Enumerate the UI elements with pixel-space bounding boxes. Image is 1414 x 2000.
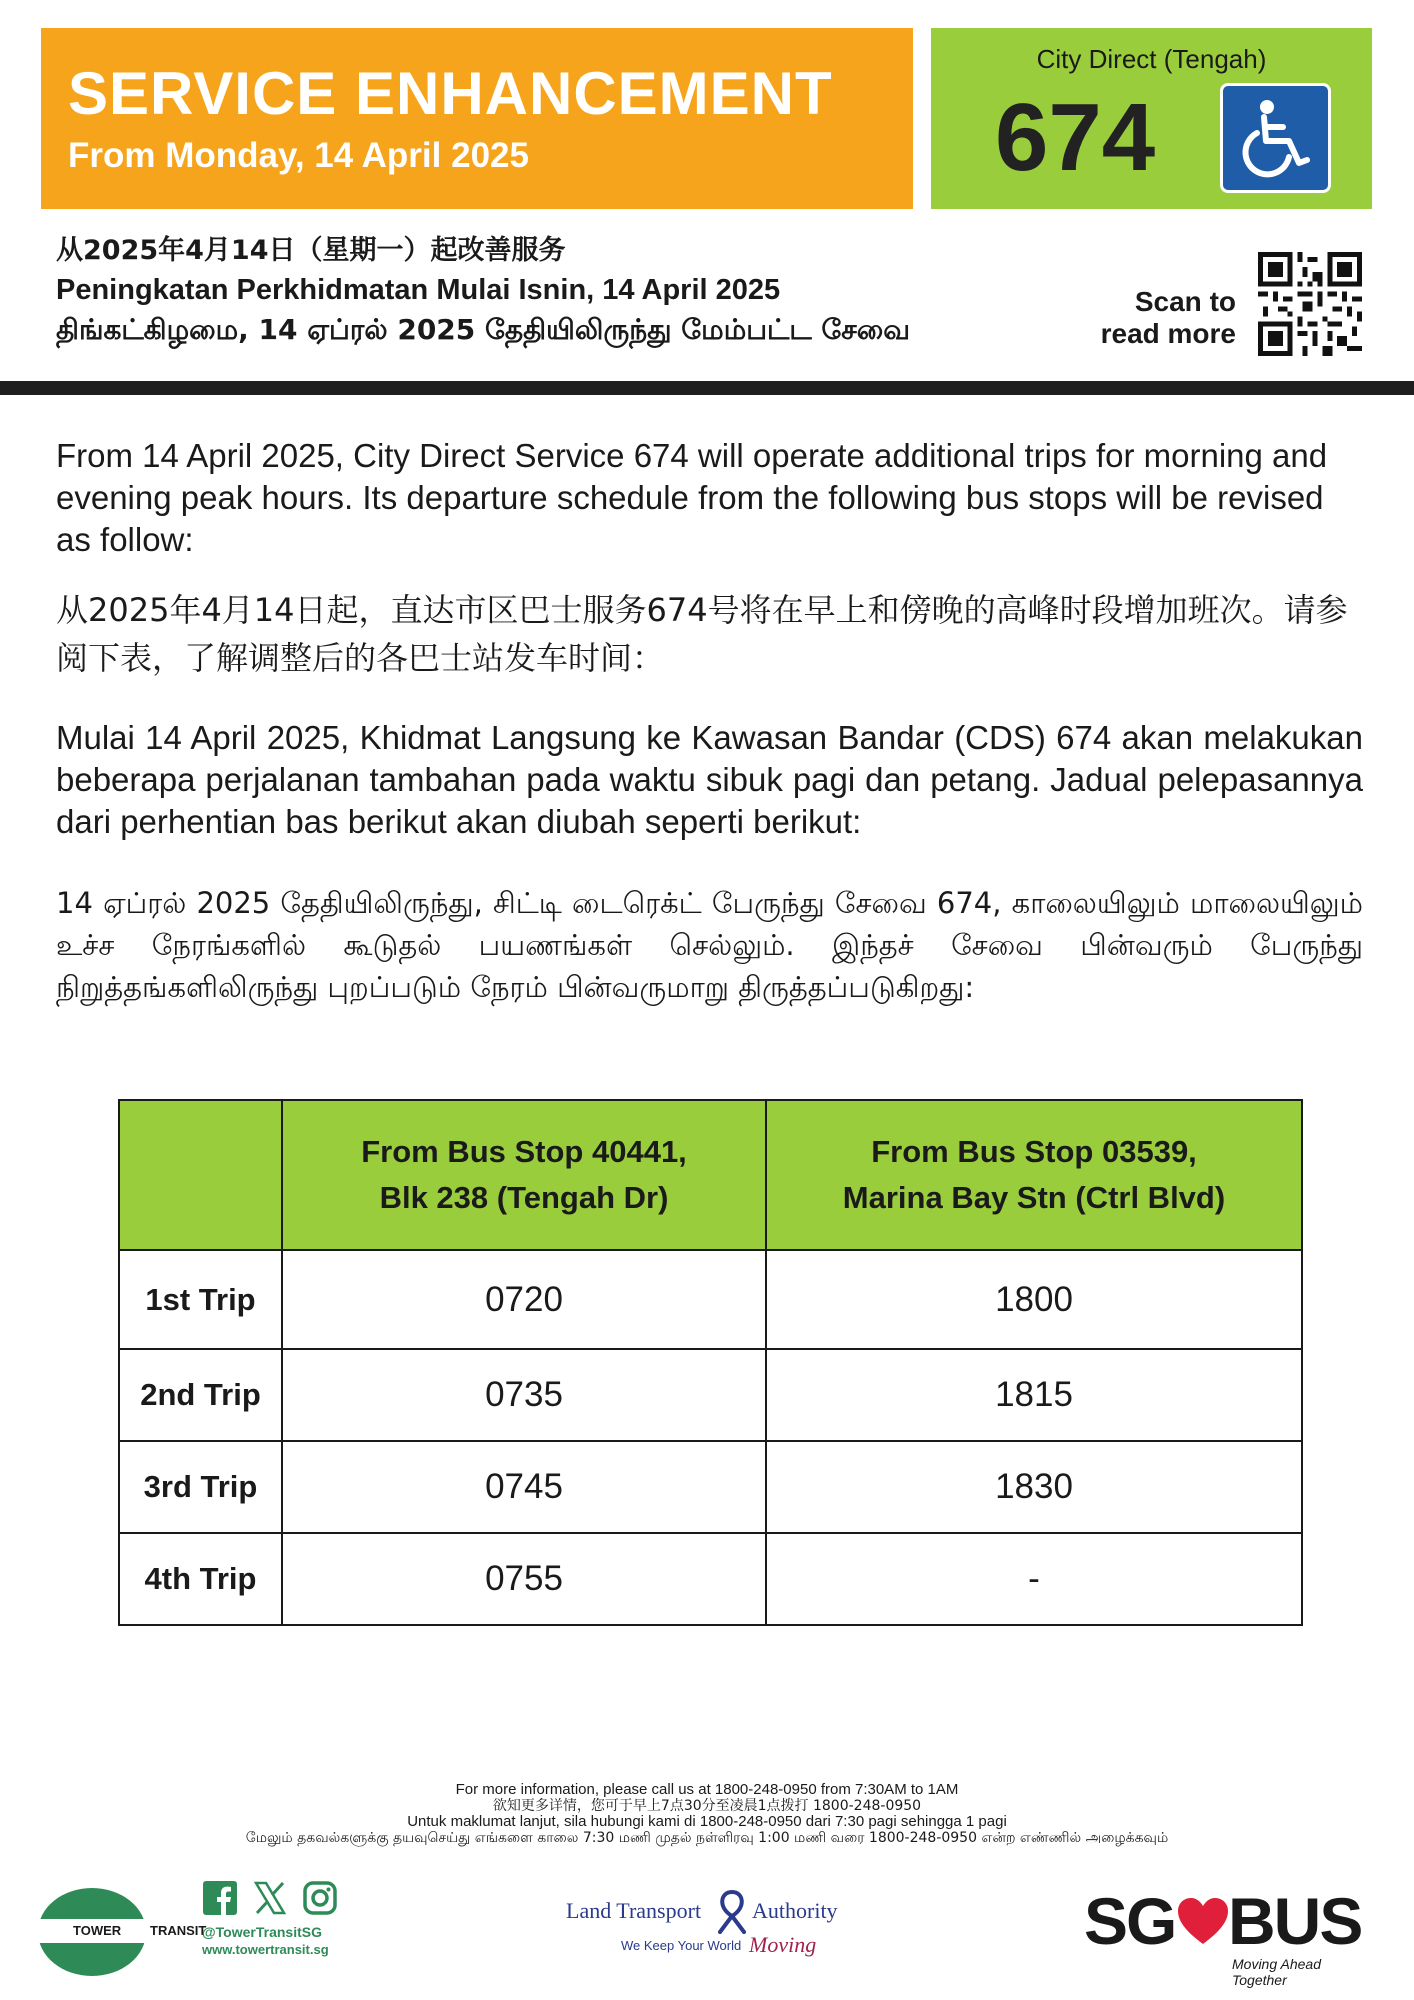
lta-tagline: We Keep Your World	[621, 1938, 742, 1953]
trip-label: 1st Trip	[119, 1250, 282, 1349]
departure-time-tengah: 0735	[282, 1349, 766, 1441]
table-row	[119, 1349, 1302, 1441]
headline-tamil: திங்கட்கிழமை, 14 ஏப்ரல் 2025 தேதியிலிருந்து மேம்பட்ட சேவை	[56, 313, 911, 346]
qr-label-line1: Scan to	[1134, 286, 1236, 317]
social-links	[202, 1880, 338, 1957]
notice-english: From 14 April 2025, City Direct Service 674 will operate additional trips for morning and evening peak hours. Its departure schedule from the following bus stops will be revised as follow:	[56, 437, 1328, 558]
departure-time-marina: -	[766, 1533, 1302, 1625]
departure-schedule-table	[118, 1099, 1303, 1626]
column-header-marina	[766, 1100, 1302, 1250]
column-header-tengah-line1: From Bus Stop 40441,	[361, 1134, 687, 1169]
page-title: SERVICE ENHANCEMENT	[68, 60, 833, 127]
service-name: City Direct (Tengah)	[1036, 44, 1267, 74]
effective-date: From Monday, 14 April 2025	[68, 136, 529, 175]
headline-malay: Peningkatan Perkhidmatan Mulai Isnin, 14 April 2025	[56, 274, 781, 306]
table-corner-cell	[119, 1100, 282, 1250]
service-enhancement-banner	[41, 28, 913, 209]
sgbus-logo	[1084, 1884, 1374, 1988]
table-row	[119, 1441, 1302, 1533]
lta-name-left: Land Transport	[566, 1898, 702, 1923]
translated-headlines	[56, 232, 910, 350]
sgbus-tagline: Moving Ahead Together	[1232, 1956, 1321, 1988]
contact-info-malay: Untuk maklumat lanjut, sila hubungi kami di 1800-248-0950 dari 7:30 pagi sehingga 1 pagi	[407, 1813, 1007, 1830]
sgbus-sg: SG	[1084, 1884, 1176, 1958]
contact-info	[0, 1782, 1414, 1846]
instagram-icon[interactable]	[302, 1880, 338, 1916]
lta-ribbon-icon	[712, 1888, 752, 1934]
contact-info-tamil: மேலும் தகவல்களுக்கு தயவுசெய்து எங்களை காலை 7:30 மணி முதல் நள்ளிரவு 1:00 மணி வரை 1800-248-0950 என்ற எண்ணில் அழைக்கவும்	[245, 1830, 1169, 1846]
column-header-marina-line1: From Bus Stop 03539,	[871, 1134, 1197, 1169]
qr-label-line2: read more	[1100, 318, 1236, 349]
departure-time-marina: 1830	[766, 1441, 1302, 1533]
qr-label	[1060, 286, 1236, 350]
column-header-marina-line2: Marina Bay Stn (Ctrl Blvd)	[842, 1180, 1226, 1215]
service-badge	[931, 28, 1372, 209]
notice-malay: Mulai 14 April 2025, Khidmat Langsung ke Kawasan Bandar (CDS) 674 akan melakukan beberapa perjalanan tambahan pada waktu sibuk pagi dan petang. Jadual pelepasannya dari perhentian bas berikut akan diubah seperti berikut:	[56, 719, 1363, 840]
social-handle[interactable]: @TowerTransitSG	[202, 1924, 322, 1940]
website-link[interactable]: www.towertransit.sg	[202, 1942, 329, 1957]
table-header-row	[119, 1100, 1302, 1250]
notice-tamil: 14 ஏப்ரல் 2025 தேதியிலிருந்து, சிட்டி டைரெக்ட் பேருந்து சேவை 674, காலையிலும் மாலையிலும் உச்ச நேரங்களில் கூடுதல் பயணங்கள் செல்லும். இந்தச் சேவை பின்வரும் பேருந்து நிறுத்தங்களிலிருந்து புறப்படும் நேரம் பின்வருமாறு திருத்தப்படுகிறது:	[56, 886, 1363, 1004]
departure-time-marina: 1800	[766, 1250, 1302, 1349]
sgbus-bus: BUS	[1228, 1884, 1362, 1958]
trip-label: 4th Trip	[119, 1533, 282, 1625]
heart-icon	[1176, 1896, 1230, 1946]
wheelchair-icon	[1220, 83, 1331, 193]
headline-chinese: 从2025年4月14日（星期一）起改善服务	[56, 235, 566, 266]
table-row	[119, 1250, 1302, 1349]
departure-time-marina: 1815	[766, 1349, 1302, 1441]
lta-name-right: Authority	[752, 1898, 838, 1923]
column-header-tengah	[282, 1100, 766, 1250]
trip-label: 3rd Trip	[119, 1441, 282, 1533]
trip-label: 2nd Trip	[119, 1349, 282, 1441]
x-icon[interactable]	[252, 1880, 288, 1916]
contact-info-chinese: 欲知更多详情，您可于早上7点30分至凌晨1点拨打 1800-248-0950	[492, 1798, 922, 1814]
departure-time-tengah: 0745	[282, 1441, 766, 1533]
table-row	[119, 1533, 1302, 1625]
tower-transit-word-tower: TOWER	[73, 1923, 122, 1938]
facebook-icon[interactable]	[202, 1880, 238, 1916]
contact-info-english: For more information, please call us at 1800-248-0950 from 7:30AM to 1AM	[455, 1781, 959, 1798]
departure-time-tengah: 0755	[282, 1533, 766, 1625]
departure-time-tengah: 0720	[282, 1250, 766, 1349]
lta-logo	[566, 1888, 846, 1968]
tower-transit-word-transit: TRANSIT	[150, 1923, 207, 1938]
service-number: 674	[995, 84, 1156, 191]
notice-chinese: 从2025年4月14日起，直达市区巴士服务674号将在早上和傍晚的高峰时段增加班次。请参阅下表，了解调整后的各巴士站发车时间：	[56, 591, 1348, 677]
header-divider	[0, 381, 1414, 395]
lta-moving: Moving	[749, 1932, 817, 1957]
column-header-tengah-line2: Blk 238 (Tengah Dr)	[379, 1180, 669, 1215]
qr-code[interactable]	[1258, 252, 1362, 356]
